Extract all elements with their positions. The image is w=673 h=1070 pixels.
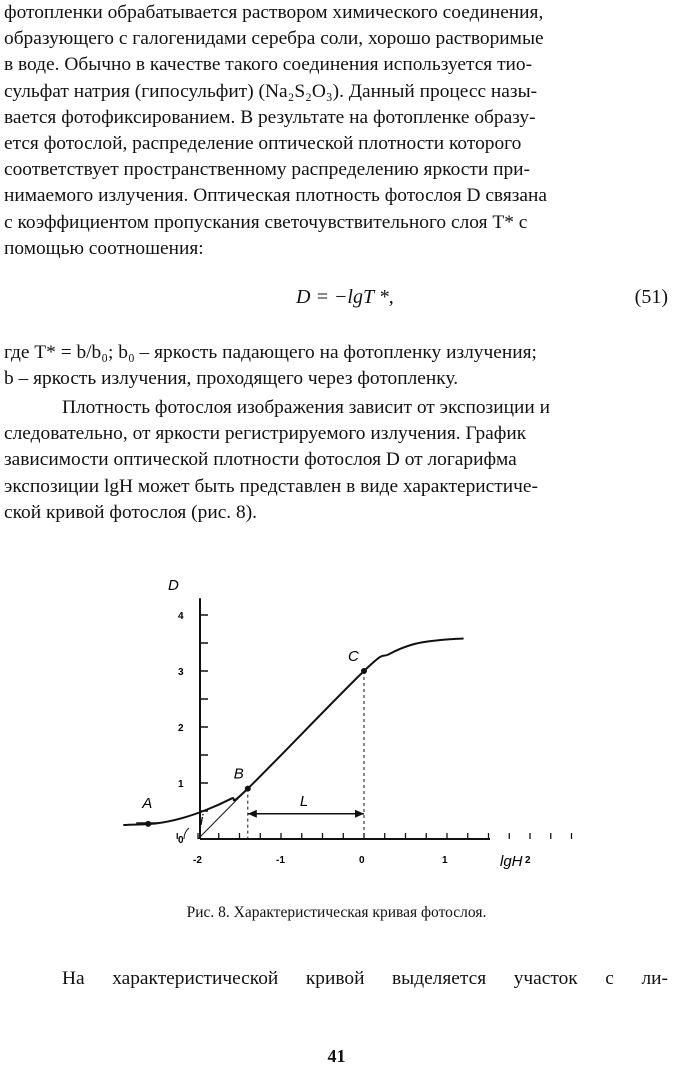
text-line: зависимости оптической плотности фотослоя D от логарифма xyxy=(4,449,517,471)
text-line: следовательно, от яркости регистрируемого излучения. График xyxy=(4,423,527,445)
curve-point-c xyxy=(361,668,367,674)
curve-point-b xyxy=(245,786,251,792)
segment-label-L: L xyxy=(299,792,309,810)
guide-lines xyxy=(136,671,364,839)
tangent-line xyxy=(198,789,248,839)
text-line: сульфат натрия (гипосульфит) (Na₂S₂O₃). Данный процесс назы- xyxy=(4,80,538,102)
paragraph-3 xyxy=(4,395,668,526)
equation-number: (51) xyxy=(634,286,668,308)
x-tick-label: -1 xyxy=(276,855,285,866)
paragraph-4-start: На характеристической кривой выделяется участок с ли- xyxy=(62,968,668,989)
page-number: 41 xyxy=(327,1046,346,1066)
text-line: где T* = b/b₀; b₀ – яркость падающего на фотопленку излучения; xyxy=(4,342,537,363)
x-tick-label: 1 xyxy=(442,855,448,866)
curve-point-label: B xyxy=(233,765,244,783)
x-axis-label: lgH xyxy=(500,853,523,870)
tick-marks xyxy=(177,615,571,839)
characteristic-curve-figure xyxy=(142,570,550,890)
curve-point-label: C xyxy=(348,648,359,665)
curve-point-a xyxy=(145,821,151,827)
text-line: соответствует пространственному распределению яркости при- xyxy=(4,159,530,181)
text-line: нимаемого излучения. Оптическая плотность фотослоя D связана xyxy=(4,185,547,207)
figure-caption: Рис. 8. Характеристическая кривая фотослоя. xyxy=(186,904,487,921)
text-line: в воде. Обычно в качестве такого соединения используется тио- xyxy=(4,54,533,76)
text-line: b – яркость излучения, проходящего через фотопленку. xyxy=(4,368,459,390)
text-line: фотопленки обрабатывается раствором химического соединения, xyxy=(4,2,544,23)
angle-arc xyxy=(184,828,189,839)
angle-label-i: i xyxy=(200,812,204,829)
x-tick-label: -2 xyxy=(193,855,202,866)
text-line: образующего с галогенидами серебра соли, хорошо растворимые xyxy=(4,28,544,50)
axes xyxy=(200,598,490,839)
paragraph-2 xyxy=(4,340,668,392)
text-line: помощью соотношения: xyxy=(4,237,204,259)
curve-points xyxy=(141,648,367,827)
y-tick-label: 2 xyxy=(178,723,184,734)
y-tick-label: 3 xyxy=(178,667,184,678)
x-tick-label: 2 xyxy=(525,855,531,866)
y-tick-label: 4 xyxy=(178,611,184,622)
equation-body: D = −lgT *, xyxy=(296,286,394,308)
text-line: Плотность фотослоя изображения зависит от экспозиции и xyxy=(62,397,550,418)
text-line: ской кривой фотослоя (рис. 8). xyxy=(4,501,258,523)
text-line: экспозиции lgH может быть представлен в виде характеристиче- xyxy=(4,475,538,497)
equation-51 xyxy=(4,286,668,316)
x-tick-label: 0 xyxy=(359,855,365,866)
characteristic-curve xyxy=(123,639,463,825)
y-tick-label: 0 xyxy=(178,835,184,846)
segment-l-arrow-left xyxy=(248,810,257,818)
segment-l-arrow-right xyxy=(355,810,364,818)
text-line: с коэффициентом пропускания светочувствительного слоя T* с xyxy=(4,211,528,233)
paragraph-1 xyxy=(4,0,668,262)
curve-point-label: A xyxy=(142,794,153,812)
y-tick-label: 1 xyxy=(178,779,184,790)
text-line: ется фотослой, распределение оптической плотности которого xyxy=(4,133,522,155)
text-line: вается фотофиксированием. В результате на фотопленке образу- xyxy=(4,106,536,128)
y-axis-label: D xyxy=(168,577,179,594)
